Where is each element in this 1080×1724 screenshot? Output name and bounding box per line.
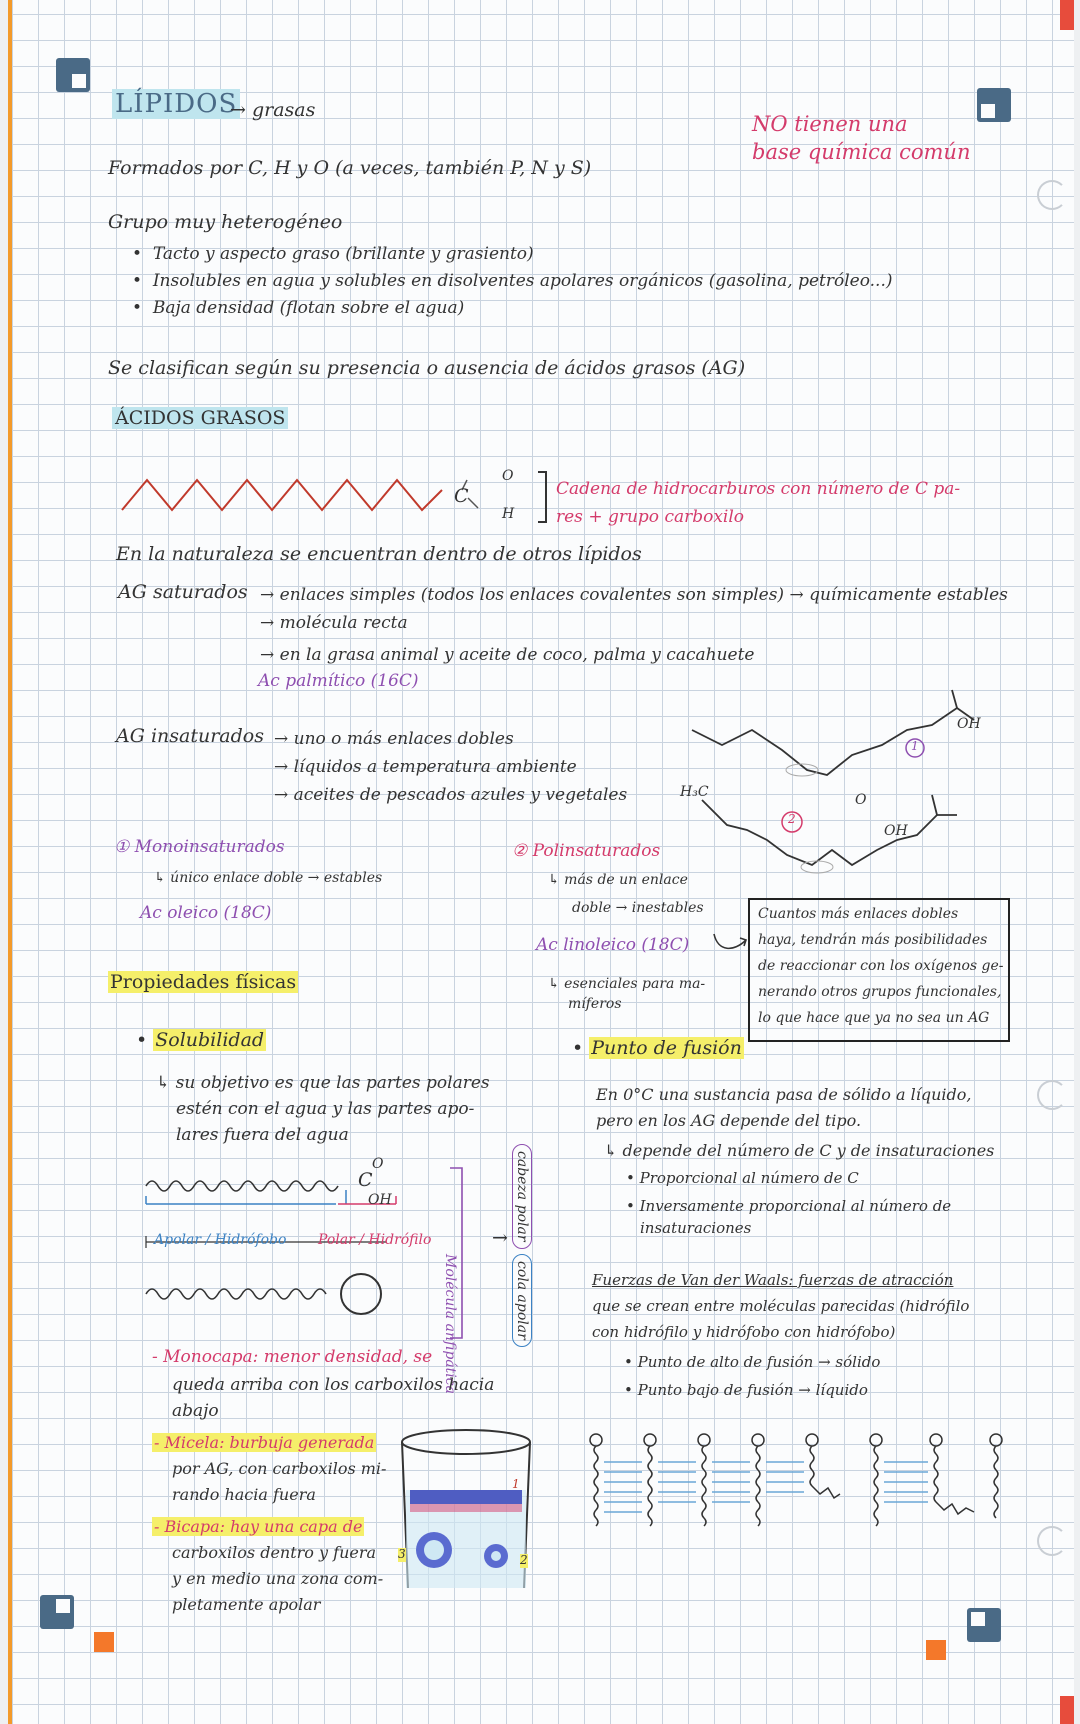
note-line: de reaccionar con los oxígenos ge- bbox=[758, 958, 1004, 974]
micela-text: por AG, con carboxilos mi- bbox=[172, 1459, 387, 1478]
melting-text: En 0°C una sustancia pasa de sólido a líquido, bbox=[596, 1085, 972, 1104]
red-edge-strip-bottom bbox=[1060, 1696, 1074, 1724]
polar-head-label: cabeza polar bbox=[512, 1144, 532, 1249]
corner-mark-bottom-right-icon bbox=[967, 1608, 1001, 1642]
solubility-text: ↳ su objetivo es que las partes polares bbox=[156, 1073, 490, 1093]
melting-bullet: • Proporcional al número de C bbox=[626, 1169, 859, 1187]
apolar-label: Apolar / Hidrófobo bbox=[154, 1232, 287, 1248]
melting-heading: • Punto de fusión bbox=[572, 1037, 742, 1059]
nature-text: En la naturaleza se encuentran dentro de otros lípidos bbox=[116, 543, 642, 565]
vdw-text: que se crean entre moléculas parecidas (hidrófilo bbox=[592, 1297, 970, 1315]
unsaturated-line: → aceites de pescados azules y vegetales bbox=[274, 785, 628, 805]
corner-mark-top-right-icon bbox=[977, 88, 1011, 122]
chain-h-label: H bbox=[502, 506, 515, 522]
bicapa-text: y en medio una zona com- bbox=[172, 1569, 384, 1588]
poli-essential: míferos bbox=[568, 996, 622, 1012]
composition-text: Formados por C, H y O (a veces, también P, N y S) bbox=[108, 157, 592, 179]
vdw-bullet: • Punto de alto de fusión → sólido bbox=[624, 1353, 881, 1371]
poli-title: ② Polinsaturados bbox=[512, 841, 661, 861]
poli-desc: ↳ más de un enlace bbox=[548, 872, 688, 888]
diagram-o-label: O bbox=[855, 792, 867, 808]
poli-desc: doble → inestables bbox=[572, 900, 704, 916]
chain-o-label: O bbox=[502, 468, 514, 484]
note-line: haya, tendrán más posibilidades bbox=[758, 932, 988, 948]
carboxyl-o-label: O bbox=[372, 1156, 384, 1172]
binder-hole-icon bbox=[1037, 1526, 1067, 1556]
binder-hole-icon bbox=[1037, 1080, 1067, 1110]
chain-c-label: C bbox=[454, 485, 469, 507]
melting-text: pero en los AG depende del tipo. bbox=[596, 1111, 862, 1130]
note-line: nerando otros grupos funcionales, bbox=[758, 984, 1002, 1000]
page-title: LÍPIDOS bbox=[112, 90, 240, 120]
vdw-text: con hidrófilo y hidrófobo con hidrófobo) bbox=[592, 1323, 896, 1341]
mono-desc: ↳ único enlace doble → estables bbox=[154, 870, 383, 886]
mono-example: Ac oleico (18C) bbox=[140, 903, 272, 923]
beaker-diagram bbox=[396, 1428, 536, 1598]
corner-mark-bottom-left-icon bbox=[40, 1595, 74, 1629]
melting-bullet: • Inversamente proporcional al número de bbox=[626, 1197, 952, 1215]
mono-title: ① Monoinsaturados bbox=[114, 837, 285, 857]
group-bullet: • Baja densidad (flotan sobre el agua) bbox=[132, 298, 465, 318]
apolar-tail-label: cola apolar bbox=[512, 1254, 532, 1347]
diagram-number-1: 1 bbox=[911, 739, 919, 753]
orange-marker-icon bbox=[926, 1640, 946, 1660]
solubility-text: estén con el agua y las partes apo- bbox=[176, 1099, 475, 1119]
amphipathic-label: Molécula anfipática bbox=[442, 1254, 458, 1394]
monocapa-text: queda arriba con los carboxilos hacia bbox=[172, 1375, 495, 1395]
saturated-example: Ac palmítico (16C) bbox=[258, 671, 419, 691]
binder-hole-icon bbox=[1037, 180, 1067, 210]
notebook-page bbox=[8, 0, 1074, 1724]
fatty-acid-chain-diagram bbox=[122, 465, 542, 525]
van-der-waals-packing-diagram bbox=[586, 1432, 1016, 1552]
unsaturated-label: AG insaturados bbox=[116, 725, 264, 747]
monocapa-text: - Monocapa: menor densidad, se bbox=[152, 1347, 433, 1367]
unsaturated-molecule-diagram bbox=[692, 690, 982, 890]
amphipathic-arrow-icon: → bbox=[492, 1227, 508, 1249]
melting-text: ↳ depende del número de C y de insaturaciones bbox=[604, 1141, 995, 1160]
poli-example: Ac linoleico (18C) bbox=[536, 935, 690, 955]
polar-label: Polar / Hidrófilo bbox=[318, 1232, 432, 1248]
beaker-number-3: 3 bbox=[398, 1547, 406, 1561]
title-subtext: → grasas bbox=[230, 99, 316, 121]
saturated-line: → molécula recta bbox=[260, 613, 408, 633]
fatty-acid-desc: Cadena de hidrocarburos con número de C pa- bbox=[556, 479, 961, 499]
fatty-acids-heading: ÁCIDOS GRASOS bbox=[112, 408, 288, 430]
group-heading: Grupo muy heterogéneo bbox=[108, 211, 343, 233]
bicapa-text: - Bicapa: hay una capa de bbox=[154, 1517, 363, 1536]
properties-heading: Propiedades físicas bbox=[110, 971, 297, 993]
bicapa-text: carboxilos dentro y fuera bbox=[172, 1543, 377, 1562]
solubility-text: lares fuera del agua bbox=[176, 1125, 349, 1145]
saturated-label: AG saturados bbox=[118, 581, 248, 603]
curved-arrow-icon bbox=[712, 930, 752, 954]
saturated-line: → enlaces simples (todos los enlaces covalentes son simples) → químicamente estables bbox=[260, 585, 1008, 605]
diagram-h3c-label: H₃C bbox=[680, 784, 709, 800]
note-box bbox=[748, 898, 1010, 1042]
bicapa-text: pletamente apolar bbox=[172, 1595, 321, 1614]
unsaturated-line: → líquidos a temperatura ambiente bbox=[274, 757, 577, 777]
micela-text: - Micela: burbuja generada bbox=[154, 1433, 375, 1452]
orange-marker-icon bbox=[94, 1632, 114, 1652]
micela-text: rando hacia fuera bbox=[172, 1485, 316, 1504]
carboxyl-oh-label: OH bbox=[368, 1192, 392, 1208]
poli-essential: ↳ esenciales para ma- bbox=[548, 976, 706, 992]
diagram-number-2: 2 bbox=[788, 812, 796, 826]
solubility-heading: • Solubilidad bbox=[136, 1029, 265, 1051]
side-note-line: base química común bbox=[752, 140, 971, 164]
group-bullet: • Insolubles en agua y solubles en disolventes apolares orgánicos (gasolina, petróleo...) bbox=[132, 271, 893, 291]
side-note-line: NO tienen una bbox=[752, 112, 908, 136]
bracket-icon bbox=[538, 472, 550, 524]
fatty-acid-desc: res + grupo carboxilo bbox=[556, 507, 745, 527]
group-bullet: • Tacto y aspecto graso (brillante y grasiento) bbox=[132, 244, 534, 264]
corner-mark-top-left-icon bbox=[56, 58, 90, 92]
vdw-bullet: • Punto bajo de fusión → líquido bbox=[624, 1381, 868, 1399]
note-line: Cuantos más enlaces dobles bbox=[758, 906, 959, 922]
monocapa-text: abajo bbox=[172, 1401, 219, 1421]
beaker-number-1: 1 bbox=[512, 1477, 520, 1491]
carboxyl-c-label: C bbox=[358, 1169, 373, 1191]
diagram-oh-label: OH bbox=[957, 716, 981, 732]
vdw-text: Fuerzas de Van der Waals: fuerzas de atracción bbox=[592, 1271, 954, 1289]
unsaturated-line: → uno o más enlaces dobles bbox=[274, 729, 514, 749]
diagram-oh-label-2: OH bbox=[884, 823, 908, 839]
saturated-line: → en la grasa animal y aceite de coco, palma y cacahuete bbox=[260, 645, 755, 665]
beaker-number-2: 2 bbox=[520, 1553, 528, 1567]
classification-text: Se clasifican según su presencia o ausencia de ácidos grasos (AG) bbox=[108, 357, 746, 379]
melting-bullet: insaturaciones bbox=[640, 1219, 752, 1237]
red-edge-strip-top bbox=[1060, 0, 1074, 30]
note-line: lo que hace que ya no sea un AG bbox=[758, 1010, 990, 1026]
